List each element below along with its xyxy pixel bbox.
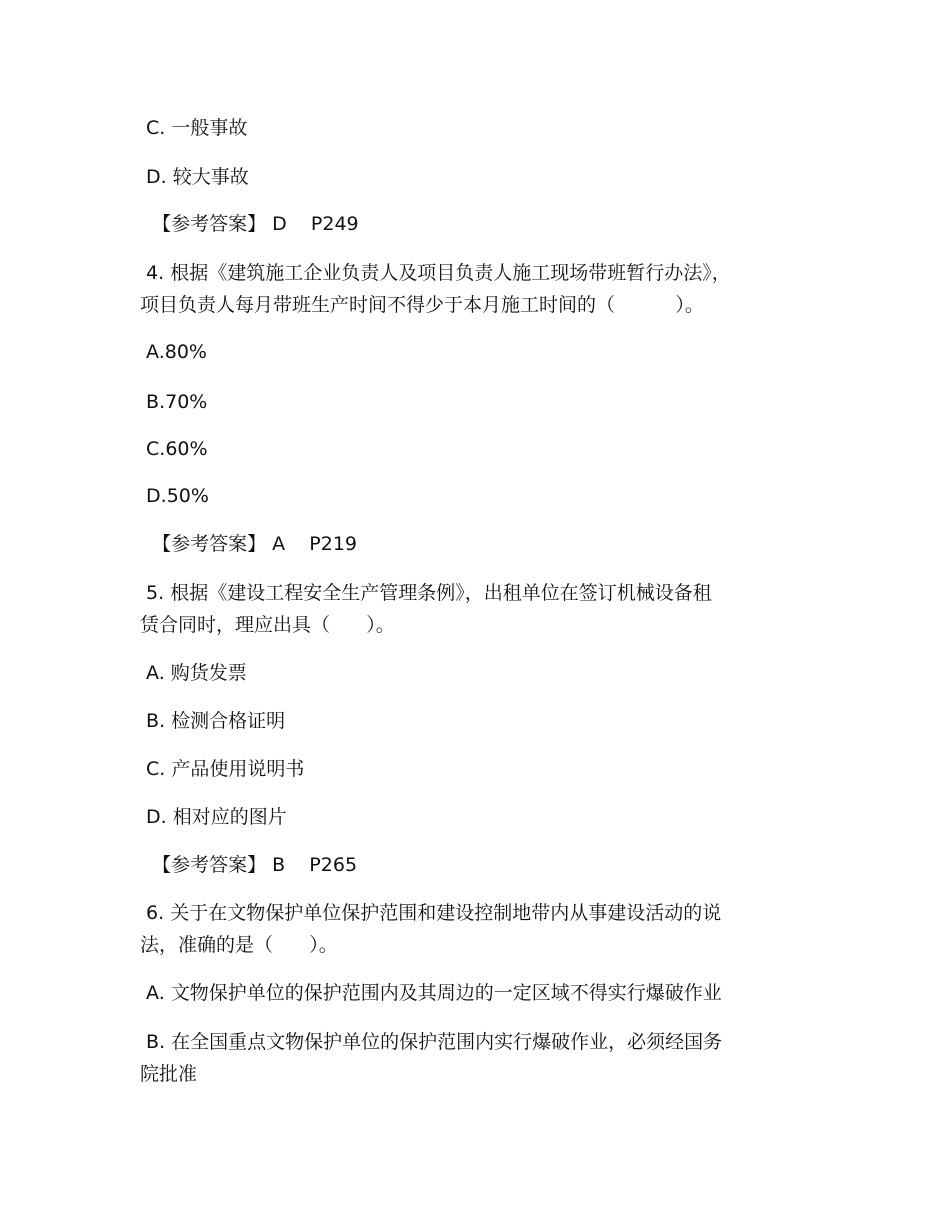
option-d-q3: D. 较大事故: [140, 166, 249, 188]
question-4-line-1: 4. 根据《建筑施工企业负责人及项目负责人施工现场带班暂行办法》，: [140, 262, 731, 284]
option-a-q5: A. 购货发票: [140, 662, 247, 684]
option-a-q6: A. 文物保护单位的保护范围内及其周边的一定区域不得实行爆破作业: [140, 982, 722, 1004]
question-5-line-2: 赁合同时，理应出具（ ）。: [140, 614, 395, 636]
option-c-q5: C. 产品使用说明书: [140, 758, 305, 780]
question-5-line-1: 5. 根据《建设工程安全生产管理条例》，出租单位在签订机械设备租: [140, 582, 712, 604]
option-d-q5: D. 相对应的图片: [140, 806, 287, 828]
question-4-line-2: 项目负责人每月带班生产时间不得少于本月施工时间的（ ）。: [140, 294, 704, 316]
option-c-q4: C.60%: [140, 438, 208, 460]
option-a-q4: A.80%: [140, 341, 207, 363]
answer-q4: 【参考答案】 A P219: [140, 533, 357, 555]
question-6-line-2: 法，准确的是（ ）。: [140, 934, 338, 956]
answer-q5: 【参考答案】 B P265: [140, 854, 358, 876]
option-b-q6-line-2: 院批准: [140, 1063, 198, 1085]
option-d-q4: D.50%: [140, 485, 209, 507]
question-6-line-1: 6. 关于在文物保护单位保护范围和建设控制地带内从事建设活动的说: [140, 902, 722, 924]
option-b-q5: B. 检测合格证明: [140, 710, 286, 732]
option-b-q6-line-1: B. 在全国重点文物保护单位的保护范围内实行爆破作业，必须经国务: [140, 1031, 723, 1053]
answer-q3: 【参考答案】 D P249: [140, 213, 359, 235]
option-c-q3: C. 一般事故: [140, 117, 248, 139]
option-b-q4: B.70%: [140, 391, 208, 413]
